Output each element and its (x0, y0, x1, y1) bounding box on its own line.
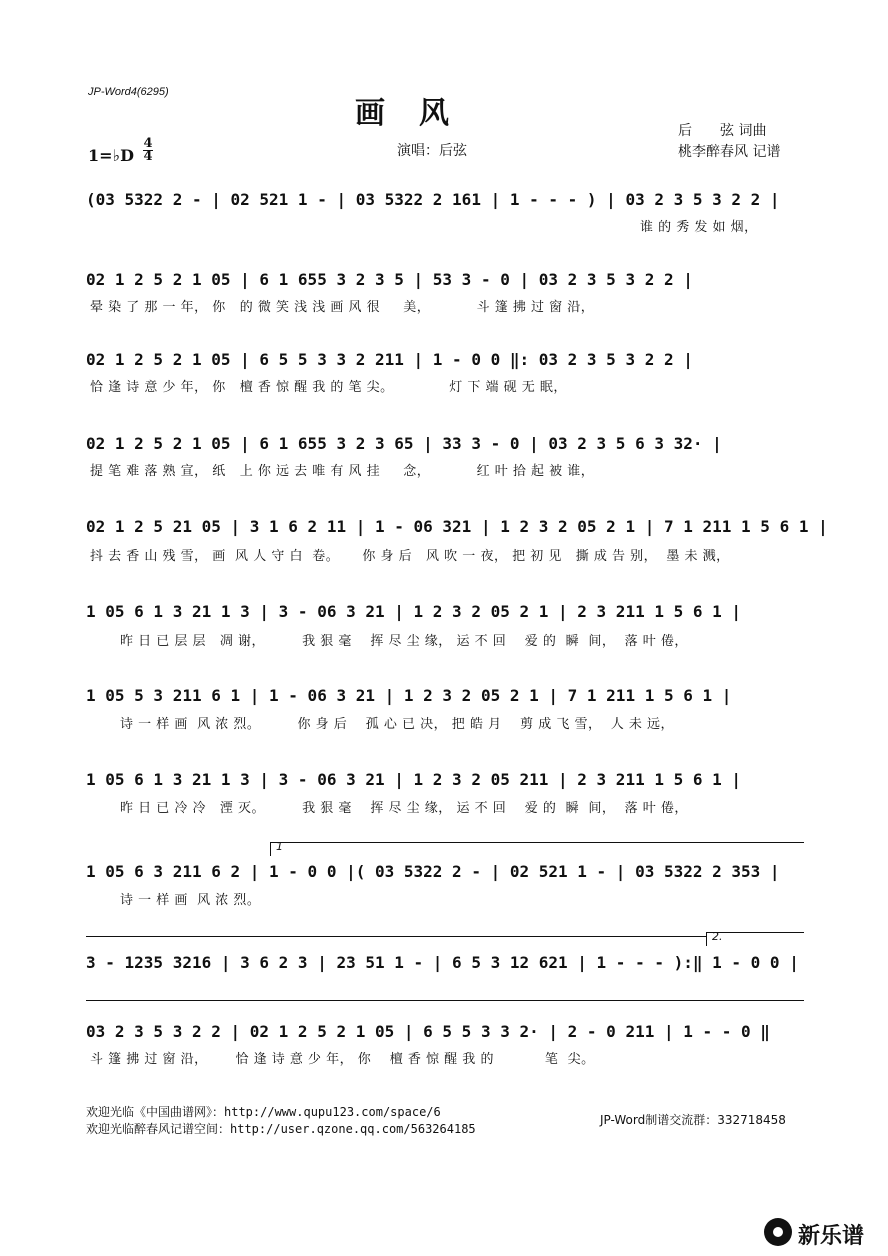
system-7-notes: 1 05 5 3 211 6 1 | 1 - 06 3 21 | 1 2 3 2 05 2 1 | 7 1 211 1 5 6 1 | (86, 686, 732, 705)
volta-2-hook (706, 932, 707, 946)
system-10-notes: 3 - 1235 3216 | 3 6 2 3 | 23 51 1 - | 6 5 3 12 621 | 1 - - - ):‖ 1 - 0 0 | (86, 953, 799, 972)
time-bottom: 4 (143, 149, 153, 164)
system-9-notes: 1 05 6 3 211 6 2 | 1 - 0 0 |( 03 5322 2 - | 02 521 1 - | 03 5322 2 353 | (86, 862, 780, 881)
system-8-lyrics: 昨 日 已 冷 冷 湮 灭。 我 狠 毫 挥 尽 尘 缘， 运 不 回 爱 的 瞬 间， 落 叶 倦， (120, 801, 688, 816)
system-8-notes: 1 05 6 1 3 21 1 3 | 3 - 06 3 21 | 1 2 3 2 05 211 | 2 3 211 1 5 6 1 | (86, 770, 742, 789)
volta-1-bracket (270, 842, 804, 843)
composer-credit: 后 弦 词曲 (678, 123, 767, 139)
system-11-notes: 03 2 3 5 3 2 2 | 02 1 2 5 2 1 05 | 6 5 5 3 3 2· | 2 - 0 211 | 1 - - 0 ‖ (86, 1022, 770, 1041)
footer-group: JP-Word制谱交流群：332718458 (600, 1113, 786, 1127)
singer-credit: 演唱：后弦 (397, 143, 467, 159)
system-3-notes: 02 1 2 5 2 1 05 | 6 5 5 3 3 2 211 | 1 - 0 0 ‖: 03 2 3 5 3 2 2 | (86, 350, 693, 369)
system-5-notes: 02 1 2 5 21 05 | 3 1 6 2 11 | 1 - 06 321 | 1 2 3 2 05 2 1 | 7 1 211 1 5 6 1 | (86, 517, 828, 536)
time-top: 4 (143, 136, 153, 151)
system-3-lyrics: 恰 逢 诗 意 少 年， 你 檀 香 惊 醒 我 的 笔 尖。 灯 下 端 砚 无 眠， (90, 380, 567, 395)
page-title: 画 风 (355, 96, 451, 131)
system-11-lyrics: 斗 篷 拂 过 窗 沿， 恰 逢 诗 意 少 年， 你 檀 香 惊 醒 我 的 笔 尖。 (90, 1052, 595, 1067)
system-4-notes: 02 1 2 5 2 1 05 | 6 1 655 3 2 3 65 | 33 3 - 0 | 03 2 3 5 6 3 32· | (86, 434, 722, 453)
system-7-lyrics: 诗 一 样 画 风 浓 烈。 你 身 后 孤 心 已 决， 把 皓 月 剪 成 飞 雪， 人 未 远， (120, 717, 675, 732)
system-4-lyrics: 提 笔 难 落 熟 宣， 纸 上 你 远 去 唯 有 风 挂 念， 红 叶 拾 起 被 谁， (90, 464, 595, 479)
system-6-notes: 1 05 6 1 3 21 1 3 | 3 - 06 3 21 | 1 2 3 2 05 2 1 | 2 3 211 1 5 6 1 | (86, 602, 742, 621)
system-2-notes: 02 1 2 5 2 1 05 | 6 1 655 3 2 3 5 | 53 3 - 0 | 03 2 3 5 3 2 2 | (86, 270, 693, 289)
footer-site-link: 欢迎光临《中国曲谱网》：http://www.qupu123.com/space/6 (86, 1105, 441, 1119)
footer-space-link: 欢迎光临醉春风记谱空间：http://user.qzone.qq.com/563264185 (86, 1122, 476, 1136)
volta-1-label: 1 (276, 840, 283, 853)
system-5-lyrics: 抖 去 香 山 残 雪， 画 风 人 守 白 卷。 你 身 后 风 吹 一 夜， 把 初 见 撕 成 告 别， 墨 未 溅， (90, 549, 730, 564)
system-2-lyrics: 晕 染 了 那 一 年， 你 的 微 笑 浅 浅 画 风 很 美， 斗 篷 拂 过 窗 沿， (90, 300, 595, 315)
volta-1-continuation (86, 936, 706, 937)
system-1-notes: (03 5322 2 - | 02 521 1 - | 03 5322 2 161 | 1 - - - ) | 03 2 3 5 3 2 2 | (86, 190, 780, 209)
transcriber-credit: 桃李醉春风 记谱 (678, 144, 781, 160)
time-signature (143, 138, 153, 163)
volta-1-hook (270, 842, 271, 856)
key-signature: 1=♭D (88, 146, 134, 165)
system-9-lyrics: 诗 一 样 画 风 浓 烈。 (120, 893, 261, 908)
system-6-lyrics: 昨 日 已 层 层 凋 谢， 我 狠 毫 挥 尽 尘 缘， 运 不 回 爱 的 瞬 间， 落 叶 倦， (120, 634, 688, 649)
software-label: JP-Word4(6295) (88, 86, 169, 98)
brand-logo-text: 新乐谱 (798, 1224, 865, 1249)
music-disc-icon (764, 1218, 792, 1246)
volta-2-continuation (86, 1000, 804, 1001)
volta-2-label: 2. (712, 930, 723, 943)
system-1-lyrics: 谁 的 秀 发 如 烟， (640, 220, 758, 235)
